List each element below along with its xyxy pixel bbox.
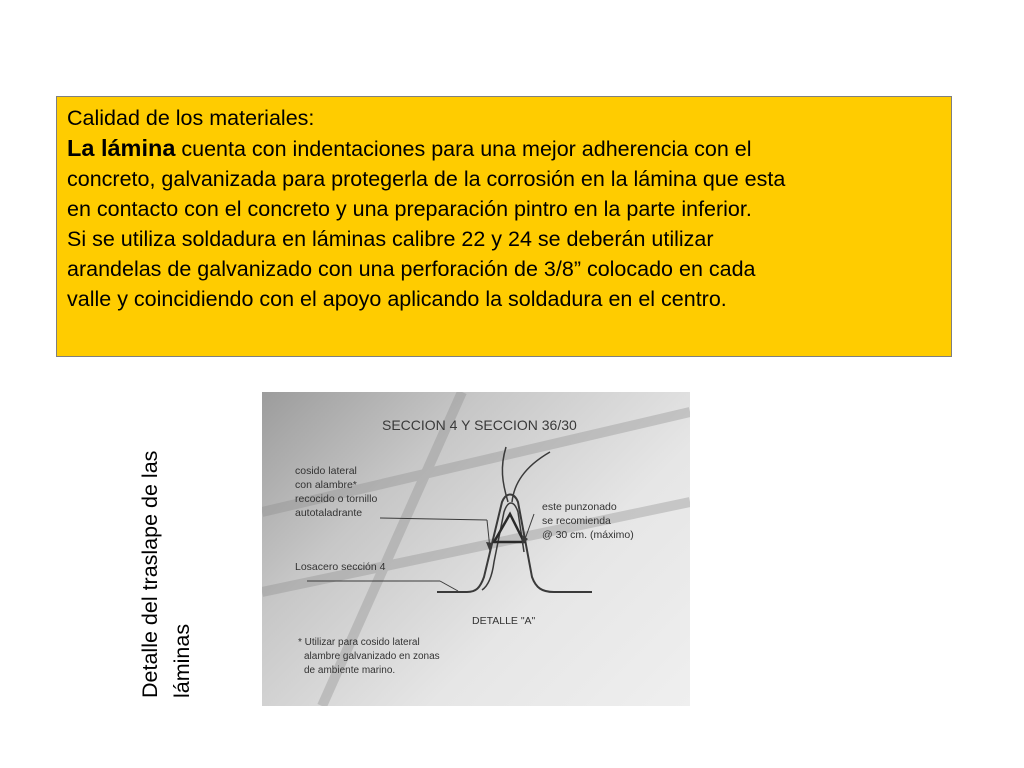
callout-line-2: concreto, galvanizada para protegerla de la corrosión en la lámina que esta xyxy=(67,167,786,191)
leader-stitch xyxy=(380,518,487,520)
stitch-label-line-3: recocido o tornillo xyxy=(295,493,378,505)
punch-label-line-3: @ 30 cm. (máximo) xyxy=(542,529,634,541)
callout-line-6: valle y coincidiendo con el apoyo aplicando la soldadura en el centro. xyxy=(67,287,727,311)
punch-label-line-2: se recomienda xyxy=(542,515,611,527)
callout-line-5: arandelas de galvanizado con una perforación de 3/8” colocado en cada xyxy=(67,257,756,281)
stitch-label-line-4: autotaladrante xyxy=(295,507,363,519)
losacero-label: Losacero sección 4 xyxy=(295,561,386,573)
figure-title: SECCION 4 Y SECCION 36/30 xyxy=(382,417,577,433)
punch-label-line-1: este punzonado xyxy=(542,501,617,513)
callout-heading: Calidad de los materiales: xyxy=(67,106,315,130)
overlap-label-line-1: Detalle del traslape de las xyxy=(138,450,162,698)
callout-line-3: en contacto con el concreto y una preparación pintro en la parte inferior. xyxy=(67,197,752,221)
stitch-label-line-1: cosido lateral xyxy=(295,465,357,477)
stitch-label xyxy=(295,464,377,520)
callout-line-1 xyxy=(67,133,941,164)
footnote xyxy=(298,636,440,678)
detail-a-label: DETALLE "A" xyxy=(472,615,536,627)
overlap-label-line-2: láminas xyxy=(170,623,194,698)
stitch-label-line-2: con alambre* xyxy=(295,479,357,491)
footnote-line-1: * Utilizar para cosido lateral xyxy=(298,637,420,648)
callout-strong: La lámina xyxy=(67,135,176,161)
callout-line-1-rest: cuenta con indentaciones para una mejor adherencia con el xyxy=(175,137,752,161)
footnote-line-3: de ambiente marino. xyxy=(304,665,396,676)
leader-losacero-2 xyxy=(440,581,458,591)
footnote-line-2: alambre galvanizado en zonas xyxy=(304,651,440,662)
punch-label xyxy=(542,500,634,542)
overlap-detail-figure xyxy=(262,392,690,706)
wire-right xyxy=(512,452,550,502)
overlap-detail-label xyxy=(134,402,202,698)
materials-callout xyxy=(56,96,952,357)
callout-line-4: Si se utiliza soldadura en láminas calibre 22 y 24 se deberán utilizar xyxy=(67,227,714,251)
